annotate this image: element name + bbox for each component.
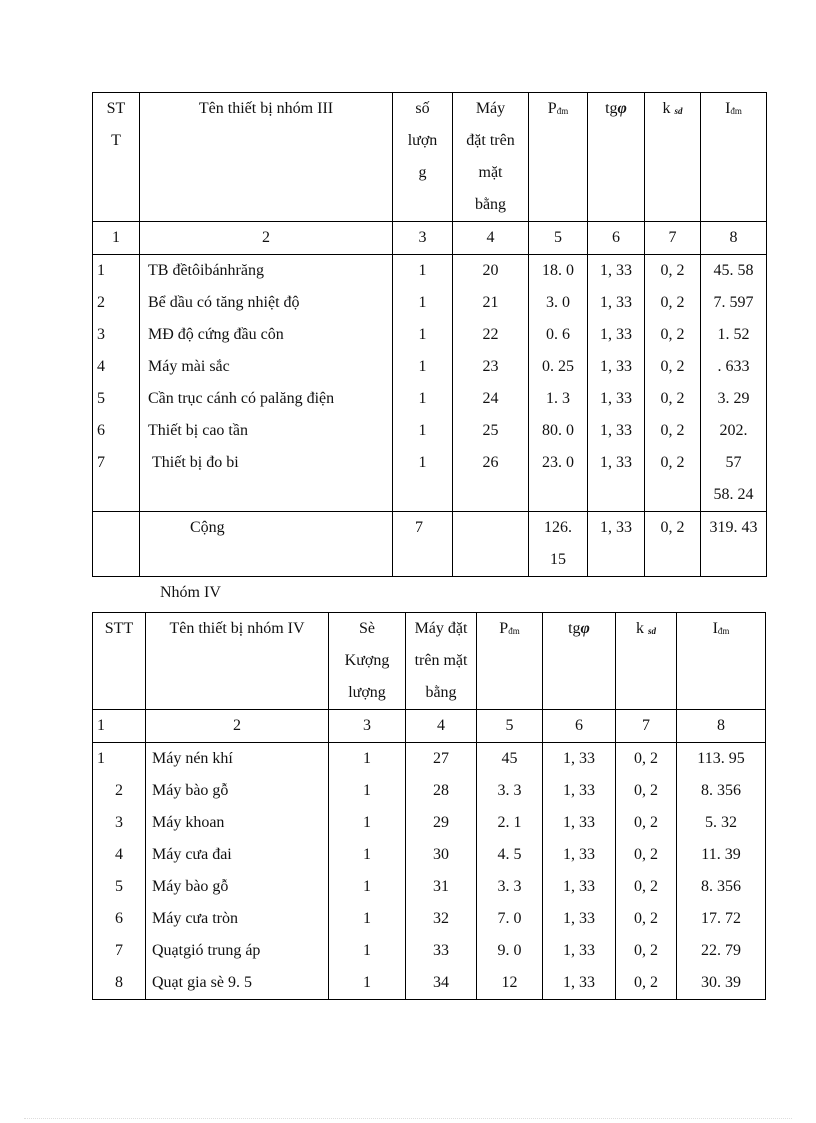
i-value: . 633 — [717, 358, 750, 375]
stt-value: 2 — [97, 294, 105, 311]
group3-header-row — [93, 93, 767, 222]
qty-value: 1 — [418, 294, 427, 311]
i-value: 3. 29 — [717, 390, 750, 407]
total-k: 0, 2 — [645, 512, 701, 577]
k-value: 0, 2 — [634, 814, 658, 831]
i-value: 57 — [725, 454, 742, 471]
header-position — [453, 93, 529, 222]
group4-header-row — [93, 613, 766, 710]
k-value: 0, 2 — [634, 782, 658, 799]
stt-value: 5 — [115, 878, 123, 895]
qty-value: 1 — [363, 974, 371, 991]
stt-value: 8 — [115, 974, 123, 991]
tg-value: 1, 33 — [563, 750, 595, 767]
header-tg-phi — [543, 613, 616, 710]
position-value: 30 — [433, 846, 449, 863]
group4-table — [92, 612, 766, 1000]
device-name: Máy bào gỗ — [152, 782, 229, 799]
position-value: 27 — [433, 750, 449, 767]
group3-total-row — [93, 512, 767, 577]
total-i: 319. 43 — [701, 512, 767, 577]
header-p-rated — [477, 613, 543, 710]
header-tg-symbol: tg — [568, 620, 581, 637]
tg-value: 1, 33 — [600, 262, 632, 279]
col-number: 2 — [140, 222, 393, 255]
qty-value: 1 — [363, 942, 371, 959]
header-i-subscript: đm — [730, 106, 742, 116]
header-p-subscript: đm — [508, 626, 520, 636]
col-number: 6 — [543, 710, 616, 743]
page-bottom-rule — [24, 1118, 792, 1119]
k-value: 0, 2 — [660, 262, 685, 279]
device-name: Máy nén khí — [152, 750, 233, 767]
tg-value: 1, 33 — [600, 390, 632, 407]
col-number: 4 — [453, 222, 529, 255]
stt-cell — [93, 255, 140, 512]
stt-value: 7 — [115, 942, 123, 959]
stt-value: 7 — [97, 454, 105, 471]
total-tg: 1, 33 — [588, 512, 645, 577]
col-number: 7 — [645, 222, 701, 255]
i-value: 11. 39 — [701, 846, 741, 863]
i-value: 202. — [719, 422, 748, 439]
tg-value: 1, 33 — [563, 974, 595, 991]
qty-value: 1 — [363, 878, 371, 895]
qty-value: 1 — [418, 358, 427, 375]
header-qty-line: Kượng — [344, 652, 390, 669]
name-cell — [140, 255, 393, 512]
stt-value: 4 — [115, 846, 123, 863]
stt-value: 1 — [97, 750, 105, 767]
header-tg-phi — [588, 93, 645, 222]
k-value: 0, 2 — [660, 294, 685, 311]
position-cell — [406, 743, 477, 1000]
group4-caption: Nhóm IV — [160, 584, 221, 601]
qty-value: 1 — [418, 390, 427, 407]
col-number: 2 — [146, 710, 329, 743]
header-qty-line: số — [415, 100, 430, 117]
k-value: 0, 2 — [634, 942, 658, 959]
stt-value: 6 — [115, 910, 123, 927]
qty-cell — [393, 255, 453, 512]
device-name: Cần trục cánh có palăng điện — [148, 390, 335, 407]
col-number: 1 — [93, 222, 140, 255]
header-i-subscript: đm — [717, 626, 730, 636]
header-k-symbol: k — [635, 620, 644, 637]
position-value: 22 — [482, 326, 499, 343]
col-number: 7 — [616, 710, 677, 743]
i-value: 5. 32 — [705, 814, 737, 831]
header-p-rated — [529, 93, 588, 222]
group3-column-number-row — [93, 222, 767, 255]
header-phi-symbol: φ — [617, 100, 627, 117]
tg-value: 1, 33 — [563, 814, 595, 831]
header-stt-line: T — [111, 132, 121, 149]
device-name: Thiết bị đo bi — [152, 454, 239, 471]
device-name: TB đềtôibánhrăng — [148, 262, 264, 279]
position-value: 31 — [433, 878, 449, 895]
col-number: 5 — [529, 222, 588, 255]
stt-cell — [93, 743, 146, 1000]
p-value: 12 — [501, 974, 518, 991]
k-value: 0, 2 — [660, 390, 685, 407]
total-label: Cộng — [140, 512, 393, 577]
header-p-symbol: P — [499, 620, 509, 637]
device-name: Bể dầu có tăng nhiệt độ — [148, 294, 300, 311]
p-value: 3. 0 — [546, 294, 570, 311]
col-number: 5 — [477, 710, 543, 743]
stt-value: 5 — [97, 390, 105, 407]
col-number: 4 — [406, 710, 477, 743]
col-number: 3 — [329, 710, 406, 743]
tg-value: 1, 33 — [563, 942, 595, 959]
col-number: 6 — [588, 222, 645, 255]
header-i-rated — [701, 93, 767, 222]
p-value: 23. 0 — [542, 454, 574, 471]
header-stt: STT — [93, 613, 146, 710]
header-i-symbol: I — [725, 100, 731, 117]
i-value: 8. 356 — [701, 782, 741, 799]
position-value: 29 — [433, 814, 449, 831]
header-phi-symbol: φ — [580, 620, 590, 637]
qty-value: 1 — [418, 262, 427, 279]
header-qty — [393, 93, 453, 222]
k-value: 0, 2 — [634, 878, 658, 895]
qty-value: 1 — [418, 422, 427, 439]
i-value: 45. 58 — [713, 262, 754, 279]
stt-value: 2 — [115, 782, 123, 799]
qty-value: 1 — [363, 814, 371, 831]
k-cell — [616, 743, 677, 1000]
header-pos-line: bằng — [474, 196, 507, 213]
position-value: 20 — [482, 262, 499, 279]
qty-value: 1 — [363, 910, 371, 927]
device-name: Quạt gia sè 9. 5 — [152, 974, 252, 991]
header-p-symbol: P — [547, 100, 557, 117]
header-i-rated — [677, 613, 766, 710]
tg-value: 1, 33 — [600, 422, 632, 439]
p-value: 3. 3 — [497, 782, 522, 799]
device-name: Thiết bị cao tần — [148, 422, 248, 439]
i-value: 17. 72 — [701, 910, 741, 927]
k-value: 0, 2 — [660, 326, 685, 343]
header-pos-line: trên mặt — [414, 652, 468, 669]
position-value: 23 — [482, 358, 499, 375]
tg-value: 1, 33 — [600, 326, 632, 343]
header-name: Tên thiết bị nhóm III — [140, 93, 393, 222]
header-pos-line: mặt — [478, 164, 503, 181]
qty-value: 1 — [363, 846, 371, 863]
k-cell — [645, 255, 701, 512]
stt-value: 1 — [97, 262, 105, 279]
p-value: 2. 1 — [497, 814, 522, 831]
i-cell — [677, 743, 766, 1000]
header-p-subscript: đm — [556, 106, 569, 116]
i-value: 113. 95 — [697, 750, 745, 767]
tg-value: 1, 33 — [563, 782, 595, 799]
i-value: 8. 356 — [701, 878, 741, 895]
tg-value: 1, 33 — [563, 910, 595, 927]
k-value: 0, 2 — [660, 454, 685, 471]
group4-column-number-row — [93, 710, 766, 743]
qty-value: 1 — [418, 454, 427, 471]
header-pos-line: Máy — [475, 100, 506, 117]
k-value: 0, 2 — [634, 846, 658, 863]
i-value-extra: 58. 24 — [713, 486, 754, 503]
position-value: 26 — [482, 454, 499, 471]
device-name: MĐ độ cứng đầu côn — [148, 326, 284, 343]
tg-value: 1, 33 — [563, 846, 595, 863]
p-value: 0. 6 — [546, 326, 570, 343]
stt-value: 4 — [97, 358, 105, 375]
k-value: 0, 2 — [660, 358, 685, 375]
position-value: 25 — [482, 422, 499, 439]
group3-body — [93, 255, 767, 512]
header-qty-line: lượng — [348, 684, 386, 701]
position-value: 32 — [433, 910, 449, 927]
p-value: 1. 3 — [546, 390, 570, 407]
device-name: Máy cưa đai — [152, 846, 232, 863]
p-value: 4. 5 — [497, 846, 522, 863]
header-qty-line: g — [418, 164, 427, 181]
header-stt-line: ST — [106, 100, 126, 117]
i-value: 7. 597 — [713, 294, 754, 311]
total-stt — [93, 512, 140, 577]
group3-table — [92, 92, 767, 577]
name-cell — [146, 743, 329, 1000]
header-k-subscript: sd — [674, 106, 683, 116]
qty-value: 1 — [363, 750, 371, 767]
p-value: 7. 0 — [497, 910, 522, 927]
p-value: 80. 0 — [542, 422, 574, 439]
k-value: 0, 2 — [634, 974, 658, 991]
header-i-symbol: I — [712, 620, 718, 637]
header-k-sd — [645, 93, 701, 222]
col-number: 8 — [701, 222, 767, 255]
p-value: 9. 0 — [497, 942, 522, 959]
p-value: 45 — [501, 750, 518, 767]
header-pos-line: bằng — [425, 684, 457, 701]
k-value: 0, 2 — [660, 422, 685, 439]
total-pos — [453, 512, 529, 577]
stt-value: 3 — [115, 814, 123, 831]
k-value: 0, 2 — [634, 750, 658, 767]
i-cell — [701, 255, 767, 512]
device-name: Máy mài sắc — [148, 358, 230, 375]
header-pos-line: đặt trên — [466, 132, 515, 149]
p-value: 0. 25 — [542, 358, 574, 375]
tg-value: 1, 33 — [600, 294, 632, 311]
group4-body — [93, 743, 766, 1000]
header-qty-line: lượn — [407, 132, 438, 149]
device-name: Máy khoan — [152, 814, 225, 831]
p-cell — [477, 743, 543, 1000]
header-position — [406, 613, 477, 710]
qty-value: 1 — [418, 326, 427, 343]
header-k-subscript: sd — [647, 626, 656, 636]
header-qty — [329, 613, 406, 710]
col-number: 8 — [677, 710, 766, 743]
position-value: 28 — [433, 782, 449, 799]
device-name: Quạtgió trung áp — [152, 942, 261, 959]
tg-value: 1, 33 — [600, 358, 632, 375]
qty-value: 1 — [363, 782, 371, 799]
col-number: 1 — [93, 710, 146, 743]
stt-value: 3 — [97, 326, 105, 343]
header-k-sd — [616, 613, 677, 710]
i-value: 22. 79 — [701, 942, 741, 959]
header-k-symbol: k — [662, 100, 671, 117]
i-value: 1. 52 — [717, 326, 750, 343]
p-cell — [529, 255, 588, 512]
total-p — [529, 512, 588, 577]
header-tg-symbol: tg — [605, 100, 618, 117]
i-value: 30. 39 — [701, 974, 741, 991]
device-name: Máy cưa tròn — [152, 910, 238, 927]
total-qty: 7 — [393, 512, 453, 577]
position-value: 21 — [482, 294, 499, 311]
position-value: 24 — [482, 390, 499, 407]
tg-cell — [588, 255, 645, 512]
header-qty-line: Sè — [359, 620, 375, 637]
p-value: 18. 0 — [542, 262, 574, 279]
position-value: 33 — [433, 942, 449, 959]
stt-value: 6 — [97, 422, 105, 439]
tg-value: 1, 33 — [600, 454, 632, 471]
position-cell — [453, 255, 529, 512]
total-p-line: 15 — [550, 551, 566, 568]
tg-value: 1, 33 — [563, 878, 595, 895]
header-pos-line: Máy đặt — [414, 620, 468, 637]
device-name: Máy bào gỗ — [152, 878, 229, 895]
total-p-line: 126. — [544, 519, 572, 536]
header-name: Tên thiết bị nhóm IV — [146, 613, 329, 710]
header-stt — [93, 93, 140, 222]
col-number: 3 — [393, 222, 453, 255]
p-value: 3. 3 — [497, 878, 522, 895]
tg-cell — [543, 743, 616, 1000]
position-value: 34 — [433, 974, 449, 991]
k-value: 0, 2 — [634, 910, 658, 927]
qty-cell — [329, 743, 406, 1000]
